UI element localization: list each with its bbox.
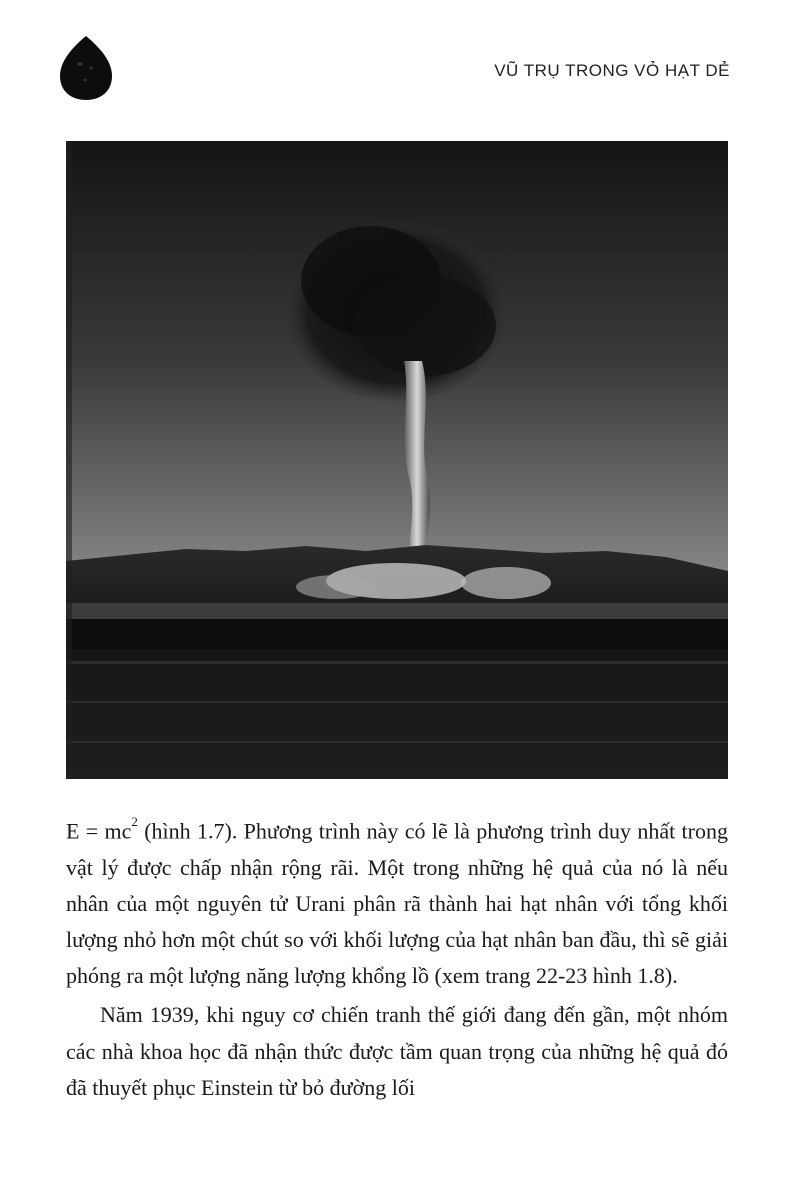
- formula-lhs: E = mc: [66, 818, 132, 844]
- paragraph-2: Năm 1939, khi nguy cơ chiến tranh thế giới đang đến gần, một nhóm các nhà khoa học đã nhận thức được tầm quan trọng của những hệ quả đó đã thuyết phục Einstein từ bỏ đường lối: [66, 1002, 728, 1100]
- running-head: VŨ TRỤ TRONG VỎ HẠT DẺ: [494, 61, 730, 80]
- paragraph-1-text: (hình 1.7). Phương trình này có lẽ là phương trình duy nhất trong vật lý được chấp nhận rộng rãi. Một trong những hệ quả của nó là nếu nhân của một nguyên tử Urani phân rã thành hai hạt nhân với tổng khối lượng nhỏ hơn một chút so với khối lượng của hạt nhân ban đầu, thì sẽ giải phóng ra một lượng năng lượng khổng lồ (xem trang 22-23 hình 1.8).: [66, 818, 728, 989]
- mushroom-cloud-photo: [66, 141, 728, 779]
- walnut-logo-icon: [58, 34, 114, 102]
- paragraph-1: [66, 808, 728, 994]
- body-text: [66, 808, 728, 1106]
- formula-exponent: 2: [131, 814, 138, 829]
